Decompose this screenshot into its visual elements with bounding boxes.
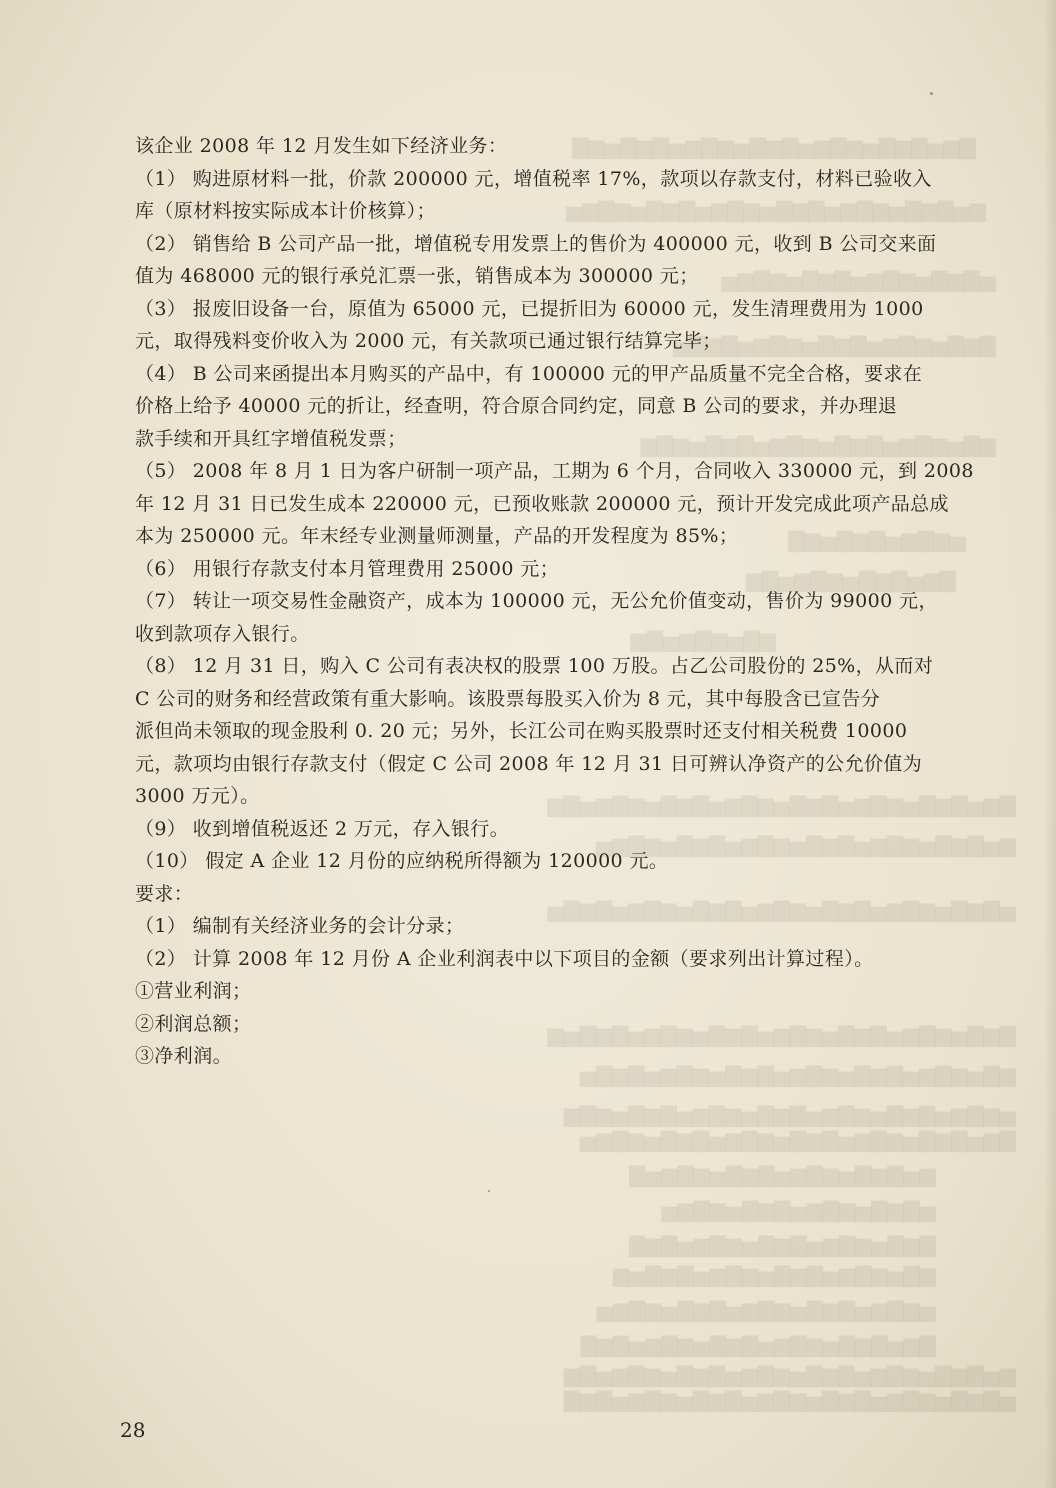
text-line: （5） 2008 年 8 月 1 日为客户研制一项产品，工期为 6 个月，合同收入 330000 元，到 2008 [135, 460, 974, 482]
text-line: （6） 用银行存款支付本月管理费用 25000 元； [135, 557, 560, 580]
paper-speck [930, 92, 933, 95]
text-line: ①营业利润； [135, 980, 252, 1002]
text-line: 库（原材料按实际成本计价核算）； [135, 200, 436, 222]
main-text-block [135, 130, 985, 1073]
text-line: C 公司的财务和经营政策有重大影响。该股票每股买入价为 8 元，其中每股含已宣告分 [135, 687, 881, 710]
text-line: 收到款项存入银行。 [135, 622, 310, 645]
text-line: 元，取得残料变价收入为 2000 元，有关款项已通过银行结算完毕； [135, 330, 722, 352]
text-line: ②利润总额； [135, 1012, 252, 1035]
text-line: 派但尚未领取的现金股利 0. 20 元；另外，长江公司在购买股票时还支付相关税费 10000 [135, 720, 908, 742]
text-line: 年 12 月 31 日已发生成本 220000 元，已预收账款 200000 元，预计开发完成此项产品总成 [135, 492, 949, 515]
text-line: 要求： [135, 882, 194, 905]
text-line: ③净利润。 [135, 1045, 233, 1067]
text-line: （4） B 公司来函提出本月购买的产品中，有 100000 元的甲产品质量不完全合格，要求在 [135, 362, 923, 385]
text-line: （10） 假定 A 企业 12 月份的应纳税所得额为 120000 元。 [135, 850, 669, 872]
text-line: 值为 468000 元的银行承兑汇票一张，销售成本为 300000 元； [135, 265, 699, 287]
text-line: （8） 12 月 31 日，购入 C 公司有表决权的股票 100 万股。占乙公司股份的 25%，从而对 [135, 655, 934, 677]
text-line: （3） 报废旧设备一台，原值为 65000 元，已提折旧为 60000 元，发生清理费用为 1000 [135, 297, 924, 320]
paper-speck [488, 1190, 490, 1192]
text-line: 该企业 2008 年 12 月发生如下经济业务： [135, 135, 508, 157]
text-line: （2） 销售给 B 公司产品一批，增值税专用发票上的售价为 400000 元，收到 B 公司交来面 [135, 232, 937, 255]
text-line: （2） 计算 2008 年 12 月份 A 企业利润表中以下项目的金额（要求列出计算过程）。 [135, 947, 874, 970]
text-line: （1） 编制有关经济业务的会计分录； [135, 915, 465, 937]
bleed-through-texture: ▇▆▅▇▆▇▅▆▇▆▅▇▆▇▅▆▇▆▅▇▆▇▅▆▇ ▆▅▇▆▇▅▆▇▆▅▇▆▇▅▆▇▆▅▇▆▇▅▆▇▆▅ ▅▇▆▇▅▆▇▆▅▇▆▇▅▆▇▆▅ ▇▆▇▅▆▇▆▅▇▆▇▅▆▇▆▅▇▆▇▅ ▆▇▅▆▇▆▅▇▆▇▅▆▇▆▅▇▆▇▅▆▇▆ ▅▆▇▆▅▇▆▇▅▆▇ ▇▆▅▇▆▇▅▆▇▆▅▇▆ ▆▇▅▆▇▆▅▇▆ ▇▆▅▇▆▇▅▆▇▆▅▇▆▇▅▆▇▆▅▇▆▇▅▆▇▆▅▇▆ ▆▅▇▆▇▅▆▇▆▅▇▆▇▅▆▇▆▅▇▆▇▅▆▇▆▅ ▅▇▆▇▅▆▇▆▅▇▆▇▅▆▇▆▅▇▆▇▅▆▇▆▅▇▆▇▅ ▇▆▇▅▆▇▆▅▇▆▇▅▆▇▆▅▇▆▇▅▆▇▆▅▇▆▇▅▆ ▆▇▅▆▇▆▅▇▆▇▅▆▇▆▅▇▆▇▅▆▇▆▅▇▆▇▅ ▅▆▇▆▅▇▆▇▅▆▇▆▅▇▆▇▅▆▇▆▅▇▆▇▅▆▇▆ ▇▆▅▇▆▇▅▆▇▆▅▇▆▇▅▆▇▆▅▇▆▇▅▆▇▆▅ ▆▅▇▆▇▅▆▇▆▅▇▆▇▅▆▇▆▅▇ ▅▇▆▇▅▆▇▆▅▇▆▇▅▆▇▆▅ ▇▆▇▅▆▇▆▅▇▆▇▅▆▇▆▅▇▆▇ ▆▇▅▆▇▆▅▇▆▇▅▆▇▆▅▇▆▇▅▆ ▅▆▇▆▅▇▆▇▅▆▇▆▅▇▆▇▅▆▇▆▅ ▇▆▅▇▆▇▅▆▇▆▅▇▆▇▅▆▇▆▅▇▆▇ ▆▅▇▆▇▅▆▇▆▅▇▆▇▅▆▇▆▅▇▆▇▅▆▇▆▅▇▆ ▅▇▆▇▅▆▇▆▅▇▆▇▅▆▇▆▅▇▆▇▅▆▇▆▅▇▆▇ [547, 135, 1016, 1412]
text-line: （9） 收到增值税返还 2 万元，存入银行。 [135, 817, 510, 840]
text-line: （7） 转让一项交易性金融资产，成本为 100000 元，无公允价值变动，售价为 99000 元， [135, 590, 938, 612]
page-number: 28 [120, 1418, 146, 1442]
text-line: 款手续和开具红字增值税发票； [135, 427, 407, 450]
page-edge-shadow [1044, 0, 1056, 1488]
text-line: 本为 250000 元。年末经专业测量师测量，产品的开发程度为 85%； [135, 525, 739, 547]
text-line: 元，款项均由银行存款支付（假定 C 公司 2008 年 12 月 31 日可辨认净资产的公允价值为 [135, 752, 923, 775]
text-line: 3000 万元）。 [135, 785, 260, 807]
text-line: （1） 购进原材料一批，价款 200000 元，增值税率 17%，款项以存款支付，材料已验收入 [135, 167, 932, 190]
text-line: 价格上给予 40000 元的折让，经查明，符合原合同约定，同意 B 公司的要求，并办理退 [135, 395, 898, 417]
